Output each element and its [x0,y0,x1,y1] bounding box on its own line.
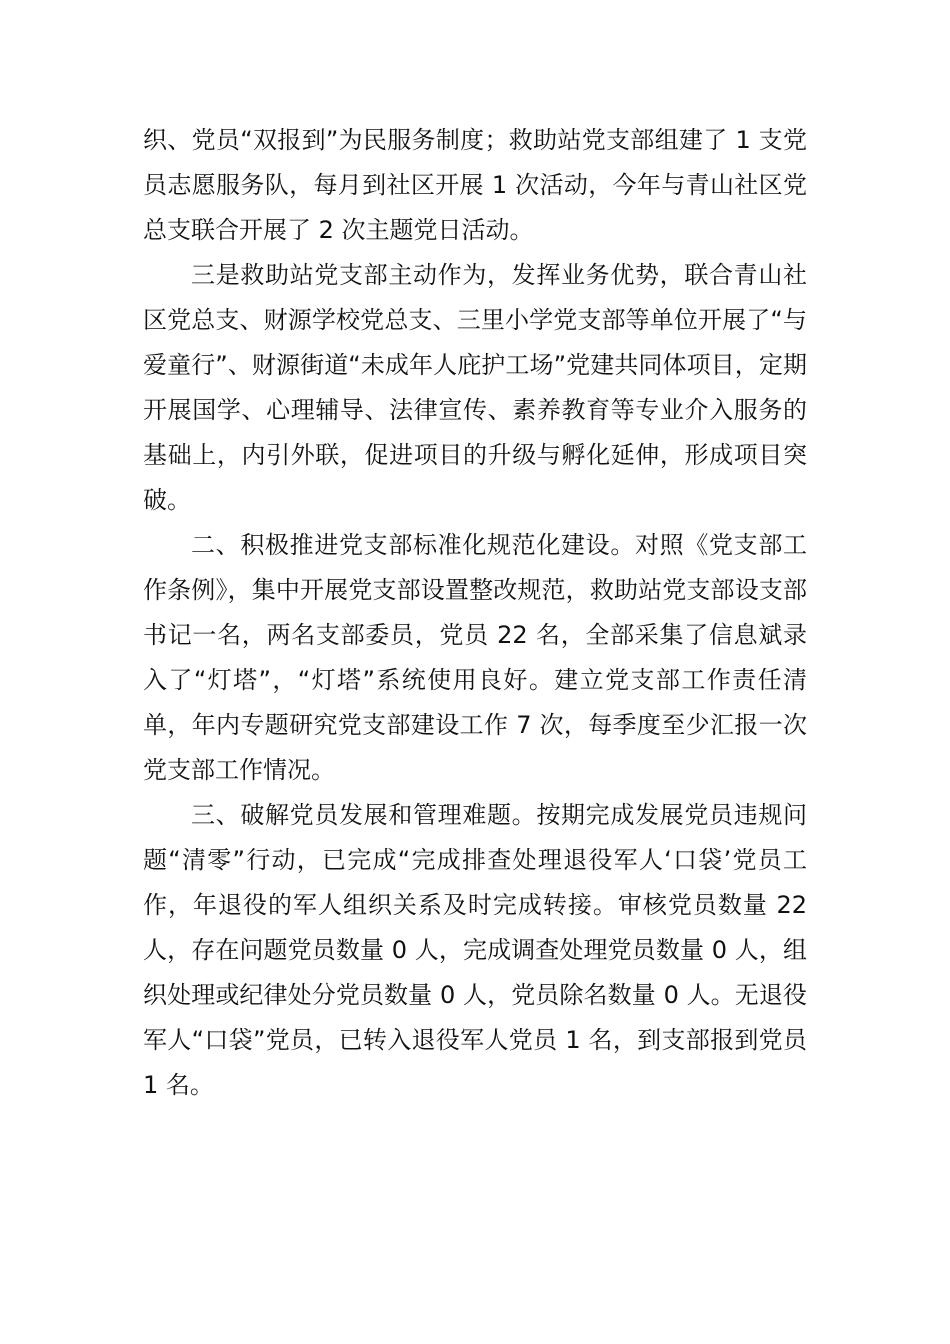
document-body [143,118,807,1108]
paragraph-continuation: 织、党员“双报到”为民服务制度；救助站党支部组建了 1 支党员志愿服务队，每月到社区开展 1 次活动，今年与青山社区党总支联合开展了 2 次主题党日活动。 [143,126,807,244]
paragraph-section-three: 三、破解党员发展和管理难题。按期完成发展党员违规问题“清零”行动，已完成“完成排查处理退役军人‘口袋’党员工作，年退役的军人组织关系及时完成转接。审核党员数量 22 人，存在问题党员数量 0 人，完成调查处理党员数量 0 人，组织处理或纪律处分党员数量 0 人，党员除名数量 0 人。无退役军人“口袋”党员，已转入退役军人党员 1 名，到支部报到党员 1 名。 [143,801,807,1099]
paragraph-third-point: 三是救助站党支部主动作为，发挥业务优势，联合青山社区党总支、财源学校党总支、三里小学党支部等单位开展了“与爱童行”、财源街道“未成年人庇护工场”党建共同体项目，定期开展国学、心理辅导、法律宣传、素养教育等专业介入服务的基础上，内引外联，促进项目的升级与孵化延伸，形成项目突破。 [143,261,807,514]
paragraph-section-two: 二、积极推进党支部标准化规范化建设。对照《党支部工作条例》，集中开展党支部设置整改规范，救助站党支部设支部书记一名，两名支部委员，党员 22 名，全部采集了信息斌录入了“灯塔”，“灯塔”系统使用良好。建立党支部工作责任清单，年内专题研究党支部建设工作 7 次，每季度至少汇报一次党支部工作情况。 [143,531,807,784]
